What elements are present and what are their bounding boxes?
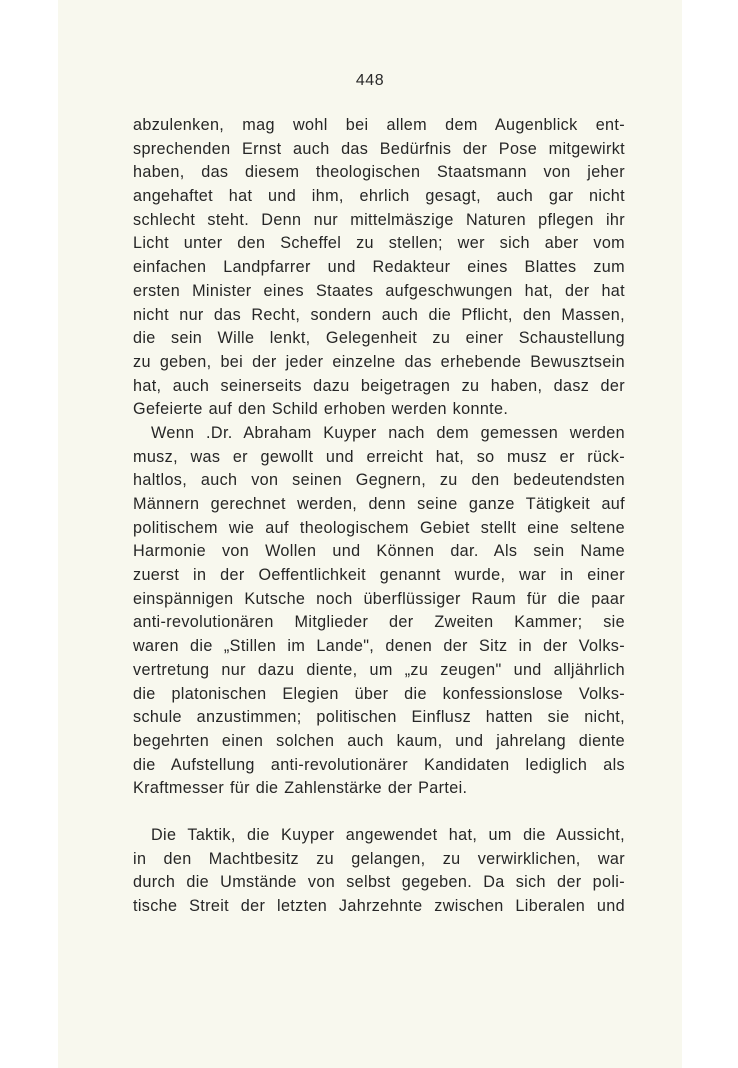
body-text: [133, 114, 625, 919]
text-line: schule anzustimmen; politischen Einflusz hatten sie nicht,: [133, 708, 625, 727]
text-line: die sein Wille lenkt, Gelegenheit zu einer Schaustellung: [133, 329, 625, 348]
text-line: Harmonie von Wollen und Können dar. Als sein Name: [133, 542, 625, 561]
text-line: vertretung nur dazu diente, um „zu zeugen" und alljährlich: [133, 660, 625, 679]
right-scan-margin: [682, 0, 738, 1068]
paragraph-1: [133, 114, 625, 422]
text-line: Gefeierte auf den Schild erhoben werden konnte.: [133, 400, 509, 419]
text-line: nicht nur das Recht, sondern auch die Pflicht, den Massen,: [133, 305, 625, 324]
text-line: die Aufstellung anti-revolutionärer Kandidaten lediglich als: [133, 755, 625, 774]
text-line: Männern gerechnet werden, denn seine ganze Tätigkeit auf: [133, 495, 625, 513]
text-line: waren die „Stillen im Lande", denen der Sitz in der Volks-: [133, 637, 625, 656]
text-line: tische Streit der letzten Jahrzehnte zwischen Liberalen und: [133, 897, 625, 915]
text-line: zuerst in der Oeffentlichkeit genannt wurde, war in einer: [133, 566, 625, 585]
text-line: begehrten einen solchen auch kaum, und jahrelang diente: [133, 731, 625, 750]
text-line: die platonischen Elegien über die konfessionslose Volks-: [133, 684, 625, 703]
text-line: in den Machtbesitz zu gelangen, zu verwirklichen, war: [133, 849, 625, 868]
text-line: Kraftmesser für die Zahlenstärke der Partei.: [133, 779, 468, 798]
page-number: 448: [355, 72, 385, 89]
text-line: schlecht steht. Denn nur mittelmäszige Naturen pflegen ihr: [133, 210, 625, 229]
left-scan-margin: [0, 0, 58, 1068]
text-line: musz, was er gewollt und erreicht hat, so musz er rück-: [133, 447, 625, 466]
paragraph-3: [133, 824, 625, 919]
text-line: abzulenken, mag wohl bei allem dem Augenblick ent-: [133, 116, 625, 134]
paragraph-spacer: [133, 801, 625, 824]
text-line: sprechenden Ernst auch das Bedürfnis der Pose mitgewirkt: [133, 139, 625, 158]
text-line: durch die Umstände von selbst gegeben. Da sich der poli-: [133, 873, 625, 892]
paragraph-2: [133, 422, 625, 801]
text-line: ersten Minister eines Staates aufgeschwungen hat, der hat: [133, 281, 625, 300]
text-line: Licht unter den Scheffel zu stellen; wer sich aber vom: [133, 234, 625, 253]
book-page: [58, 0, 682, 1068]
text-line: angehaftet hat und ihm, ehrlich gesagt, auch gar nicht: [133, 187, 625, 206]
text-line: hat, auch seinerseits dazu beigetragen zu haben, dasz der: [133, 376, 625, 395]
text-line: einspännigen Kutsche noch überflüssiger Raum für die paar: [133, 589, 625, 608]
text-line: Wenn .Dr. Abraham Kuyper nach dem gemessen werden: [151, 423, 625, 442]
text-line: politischem wie auf theologischem Gebiet stellt eine seltene: [133, 518, 625, 537]
text-line: haben, das diesem theologischen Staatsmann von jeher: [133, 163, 625, 182]
text-line: Die Taktik, die Kuyper angewendet hat, um die Aussicht,: [151, 825, 625, 844]
text-line: anti-revolutionären Mitglieder der Zweiten Kammer; sie: [133, 613, 625, 632]
text-line: zu geben, bei der jeder einzelne das erhebende Bewusztsein: [133, 352, 625, 371]
text-line: einfachen Landpfarrer und Redakteur eines Blattes zum: [133, 258, 625, 277]
text-line: haltlos, auch von seinen Gegnern, zu den bedeutendsten: [133, 471, 625, 490]
